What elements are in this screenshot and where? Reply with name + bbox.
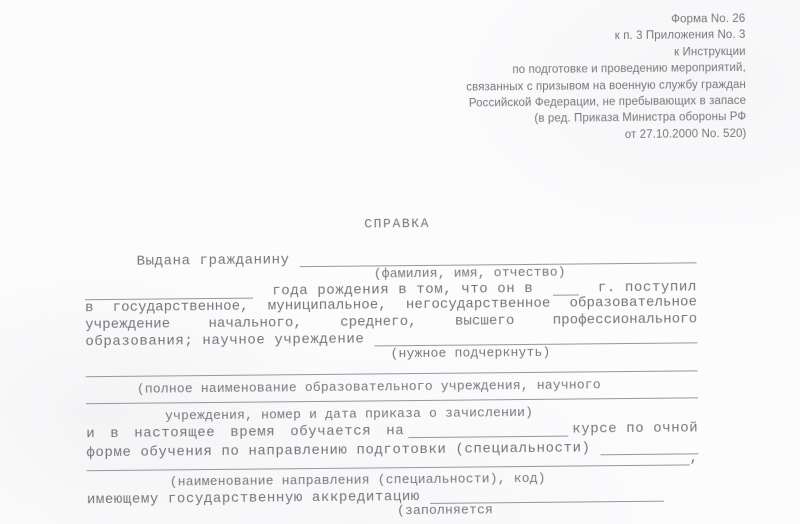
form-header-line-preparation: по подготовке и проведению мероприятий, — [512, 62, 746, 77]
caption-underline-note: (нужное подчеркнуть) — [390, 344, 551, 362]
caption-institution-name-1: (полное наименование образовательного учреждения, научного — [136, 377, 601, 397]
form-header-line-appendix: к п. 3 Приложения No. 3 — [614, 29, 746, 43]
caption-filled-in: (заполняется — [396, 502, 494, 519]
birth-year-text: года рождения в том, что он в — [272, 280, 534, 300]
full-time-text: курсе по очной — [572, 420, 699, 438]
institution-name-blank-line-1 — [86, 355, 698, 377]
form-header-line-instruction: к Инструкции — [674, 45, 746, 59]
scientific-institution-label: образования; научное учреждение — [85, 331, 365, 351]
current-study-text: и в настоящее время обучается на — [86, 423, 405, 443]
caption-specialty-code: (наименование направления (специальности), код) — [169, 470, 546, 490]
line-institution-types-2: учреждение начального, среднего, высшего профессионального — [85, 311, 698, 334]
form-header-line-form-number: Форма No. 26 — [671, 12, 746, 26]
enrolled-text: г. поступил — [597, 279, 697, 297]
form-header — [466, 11, 747, 145]
form-header-line-order-ed: (в ред. Приказа Министра обороны РФ — [534, 111, 747, 126]
document-title: СПРАВКА — [364, 215, 431, 232]
form-header-line-conscription: связанных с призывом на военную службу граждан — [466, 78, 747, 94]
form-header-line-federation: Российской Федерации, не пребывающих в запасе — [468, 94, 747, 110]
caption-institution-name-2: учреждения, номер и дата приказа о зачислении) — [164, 404, 534, 424]
accreditation-label: имеющему государственную аккредитацию — [86, 489, 421, 509]
trailing-comma: , — [689, 450, 699, 467]
course-number-blank-field — [408, 432, 568, 439]
caption-full-name: (фамилия, имя, отчество) — [373, 264, 566, 282]
line-institution-types-1: в государственное, муниципальное, негосударственное образовательное — [84, 294, 698, 317]
issued-to-label: Выдана гражданину — [136, 252, 290, 270]
study-form-text: форме обучения по направлению подготовки (специальности) — [86, 440, 591, 462]
form-header-line-order-date: от 27.10.2000 No. 520) — [624, 127, 747, 141]
